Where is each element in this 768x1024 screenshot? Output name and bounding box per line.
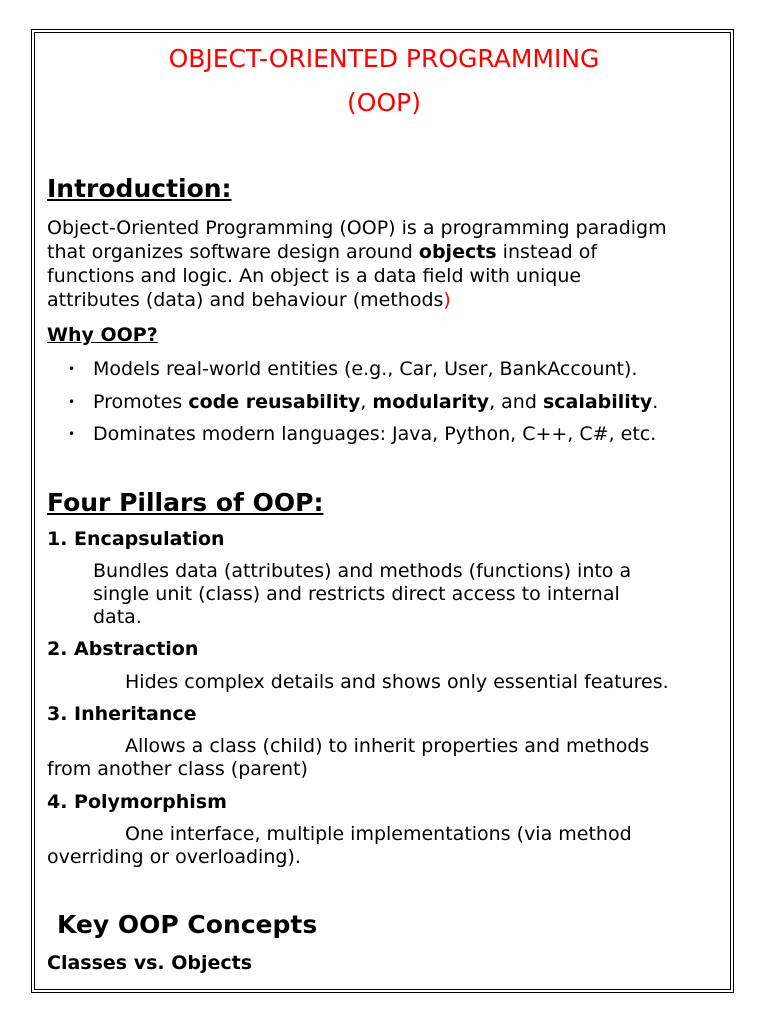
encapsulation-desc-1: Bundles data (attributes) and methods (functions) into a bbox=[93, 560, 632, 582]
why-oop-item-3: Dominates modern languages: Java, Python, C++, C#, etc. bbox=[93, 423, 657, 445]
why-oop-item-1: Models real-world entities (e.g., Car, User, BankAccount). bbox=[93, 358, 638, 380]
intro-line-1: Object-Oriented Programming (OOP) is a programming paradigm bbox=[47, 217, 667, 239]
encapsulation-desc-3: data. bbox=[93, 606, 142, 628]
classes-vs-objects-subheading: Classes vs. Objects bbox=[47, 952, 253, 974]
pillar-polymorphism-title: 4. Polymorphism bbox=[47, 791, 227, 813]
bullet-icon: • bbox=[68, 362, 76, 376]
intro-line-2: that organizes software design around objects instead of bbox=[47, 241, 598, 263]
encapsulation-desc-2: single unit (class) and restricts direct access to internal bbox=[93, 583, 620, 605]
red-paren: ) bbox=[443, 289, 451, 311]
document-title-line1: OBJECT-ORIENTED PROGRAMMING bbox=[168, 44, 600, 73]
inheritance-desc-2: from another class (parent) bbox=[47, 758, 308, 780]
polymorphism-desc-2: overriding or overloading). bbox=[47, 846, 301, 868]
pillars-heading: Four Pillars of OOP: bbox=[47, 488, 324, 517]
document-title-line2: (OOP) bbox=[347, 88, 421, 117]
bullet-icon: • bbox=[68, 395, 76, 409]
abstraction-desc-1: Hides complex details and shows only essential features. bbox=[125, 671, 669, 693]
why-oop-heading: Why OOP? bbox=[47, 324, 158, 346]
inheritance-desc-1: Allows a class (child) to inherit properties and methods bbox=[125, 735, 650, 757]
pillar-inheritance-title: 3. Inheritance bbox=[47, 703, 197, 725]
intro-line-4: attributes (data) and behaviour (methods) bbox=[47, 289, 451, 311]
key-concepts-heading: Key OOP Concepts bbox=[57, 910, 318, 939]
objects-bold: objects bbox=[418, 241, 497, 263]
intro-line-3: functions and logic. An object is a data field with unique bbox=[47, 265, 582, 287]
bullet-icon: • bbox=[68, 427, 76, 441]
polymorphism-desc-1: One interface, multiple implementations (via method bbox=[125, 823, 632, 845]
why-oop-item-2: Promotes code reusability, modularity, and scalability. bbox=[93, 391, 659, 413]
introduction-heading: Introduction: bbox=[47, 174, 232, 203]
pillar-encapsulation-title: 1. Encapsulation bbox=[47, 528, 225, 550]
pillar-abstraction-title: 2. Abstraction bbox=[47, 638, 199, 660]
